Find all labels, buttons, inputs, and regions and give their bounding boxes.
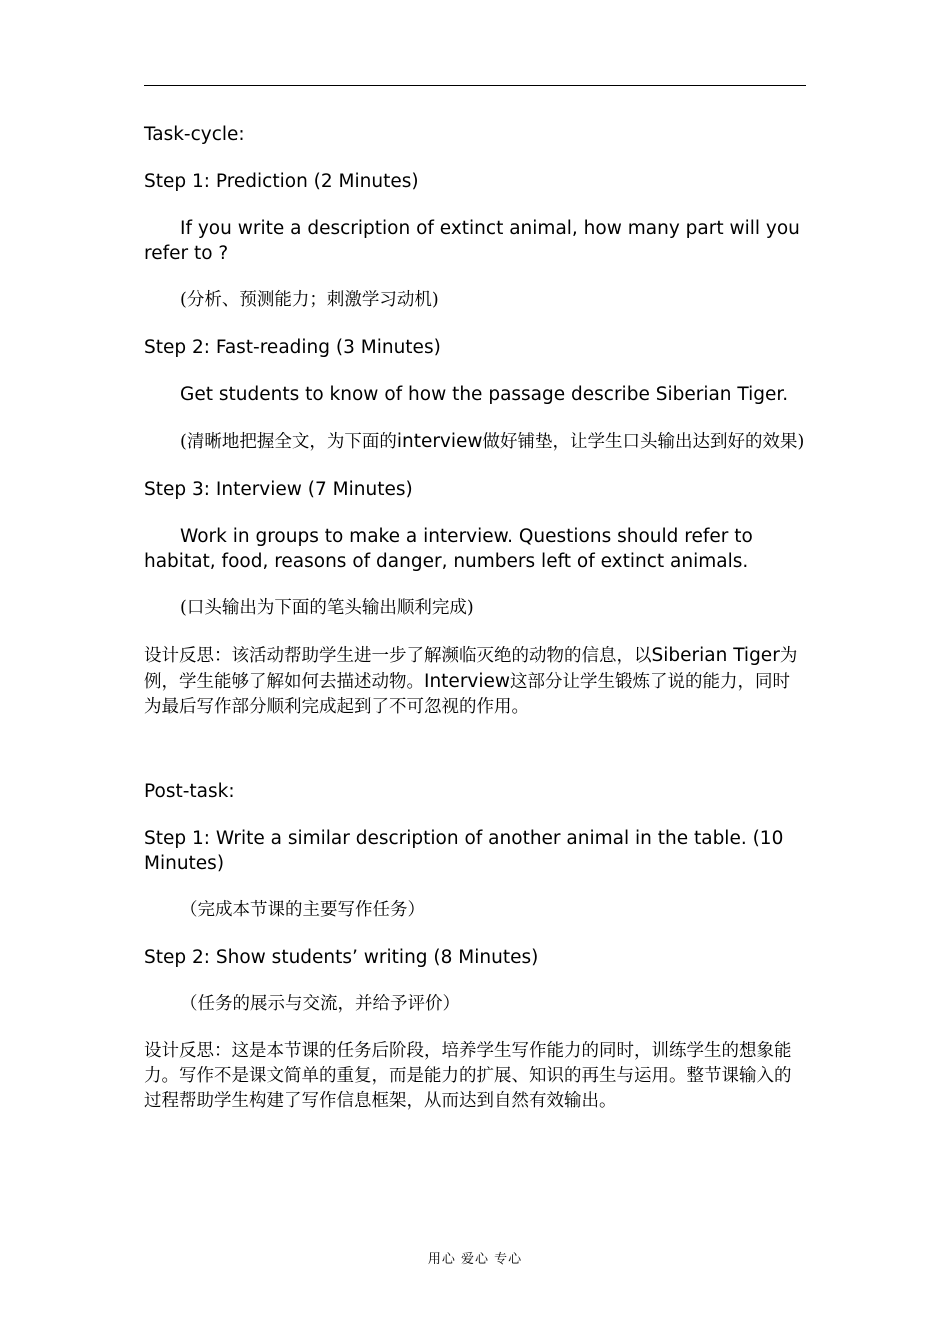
header-rule [144,85,806,86]
step1-note: (分析、预测能力；刺激学习动机) [180,290,439,310]
step1-title: Step 1: Prediction (2 Minutes) [144,171,419,192]
step2-body: Get students to know of how the passage describe Siberian Tiger. [180,384,789,405]
reflection-part1: 设计反思：该活动帮助学生进一步了解濒临灭绝的动物的信息，以 [144,646,652,666]
post-step1-title: Step 1: Write a similar description of another animal in the table. (10 Minutes) [144,828,784,874]
post-step1-note: （完成本节课的主要写作任务） [180,900,425,920]
step1-body: If you write a description of extinct animal, how many part will you refer to ? [144,218,800,264]
post-task-heading: Post-task: [144,781,235,802]
reflection-en2: Interview [424,671,511,692]
task-cycle-reflection [144,643,806,720]
step2-note [144,429,806,455]
step2-note-en: interview [396,431,483,452]
post-step2-title: Step 2: Show students’ writing (8 Minutes) [144,947,539,968]
post-step2-note: （任务的展示与交流，并给予评价） [180,994,460,1014]
task-cycle-heading: Task-cycle: [144,124,245,145]
step3-title: Step 3: Interview (7 Minutes) [144,479,413,500]
post-task-reflection: 设计反思：这是本节课的任务后阶段，培养学生写作能力的同时，训练学生的想象能力。写作不是课文简单的重复，而是能力的扩展、知识的再生与运用。整节课输入的过程帮助学生构建了写作信息框架，从而达到自然有效输出。 [144,1041,792,1111]
document-body [144,122,806,1136]
section-spacer [144,742,806,779]
step2-note-part2: 做好铺垫，让学生口头输出达到好的效果) [482,432,805,452]
reflection-en1: Siberian Tiger [651,645,780,666]
step3-note: (口头输出为下面的笔头输出顺利完成) [180,598,474,618]
step2-title: Step 2: Fast-reading (3 Minutes) [144,337,441,358]
step2-note-part1: (清晰地把握全文，为下面的 [180,432,397,452]
step3-body: Work in groups to make a interview. Questions should refer to habitat, food, reasons of danger, numbers left of extinct animals. [144,526,753,572]
page-footer: 用心 爱心 专心 [427,1252,523,1267]
reflection-part3: 这部分让学生锻炼了说的能力，同时为最后写作部分顺利完成起到了不可忽视的作用。 [144,672,791,717]
reflection-part2: 为例，学生能够了解如何去描述动物。 [144,646,798,692]
